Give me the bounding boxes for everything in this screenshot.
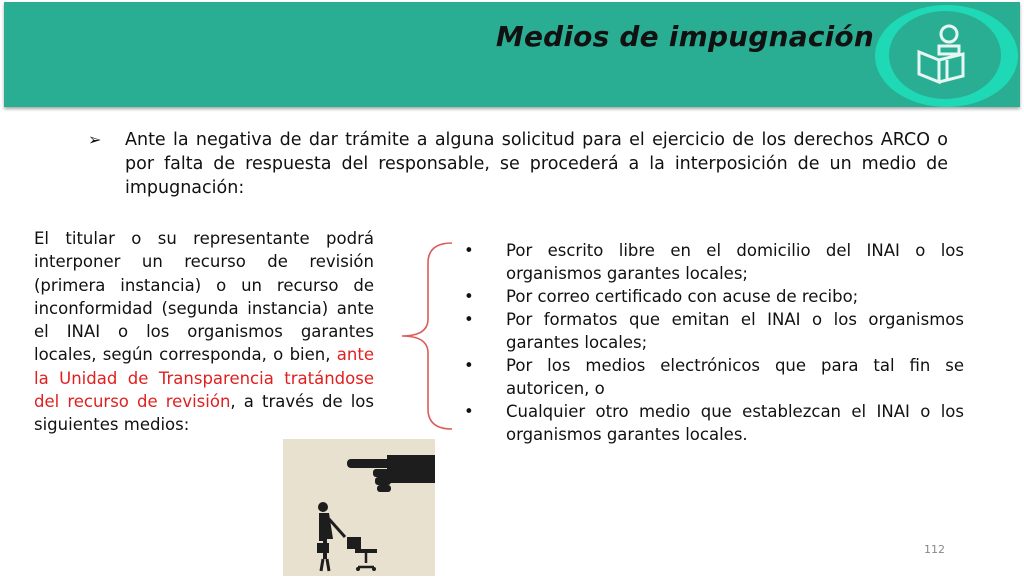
bracket-connector — [400, 241, 456, 431]
inai-person-book-icon — [911, 24, 971, 88]
header-bar — [4, 2, 1020, 107]
pointing-hand-dismissal-illustration — [283, 439, 435, 576]
arrow-bullet-icon: ➢ — [88, 130, 102, 149]
left-paragraph-highlight: ante la Unidad de Transparencia tratándose del recurso de revisión — [34, 345, 374, 412]
means-list — [464, 239, 964, 446]
left-paragraph-text: El titular o su representante podrá interponer un recurso de revisión (primera instancia) o un recurso de inconformidad (segunda instancia) ante el INAI o los organismos garantes locales, según corresponda, o bien, — [34, 229, 374, 365]
intro-item — [88, 128, 948, 200]
list-item — [464, 400, 964, 446]
list-item-text: Por los medios electrónicos que para tal fin se autoricen, o — [506, 356, 964, 398]
list-item — [464, 308, 964, 354]
bullet-dot-icon: • — [464, 356, 474, 375]
bullet-dot-icon: • — [464, 402, 474, 421]
list-item — [464, 239, 964, 285]
list-item-text: Por escrito libre en el domicilio del INAI o los organismos garantes locales; — [506, 241, 964, 283]
list-item — [464, 285, 964, 308]
list-item-text: Por correo certificado con acuse de recibo; — [506, 287, 859, 306]
list-item — [464, 354, 964, 400]
left-paragraph — [34, 227, 374, 437]
page-number: 112 — [924, 543, 945, 556]
list-item-text: Por formatos que emitan el INAI o los organismos garantes locales; — [506, 310, 964, 352]
bullet-dot-icon: • — [464, 310, 474, 329]
left-paragraph-ending: , a través de los siguientes medios: — [34, 392, 374, 435]
list-item-text: Cualquier otro medio que establezcan el INAI o los organismos garantes locales. — [506, 402, 964, 444]
slide-title: Medios de impugnación — [495, 20, 874, 53]
bullet-dot-icon: • — [464, 287, 474, 306]
intro-text: Ante la negativa de dar trámite a alguna solicitud para el ejercicio de los derechos ARCO o por falta de respuesta del responsable, se procederá a la interposición de un medio de impugnación: — [125, 130, 948, 198]
bullet-dot-icon: • — [464, 241, 474, 260]
